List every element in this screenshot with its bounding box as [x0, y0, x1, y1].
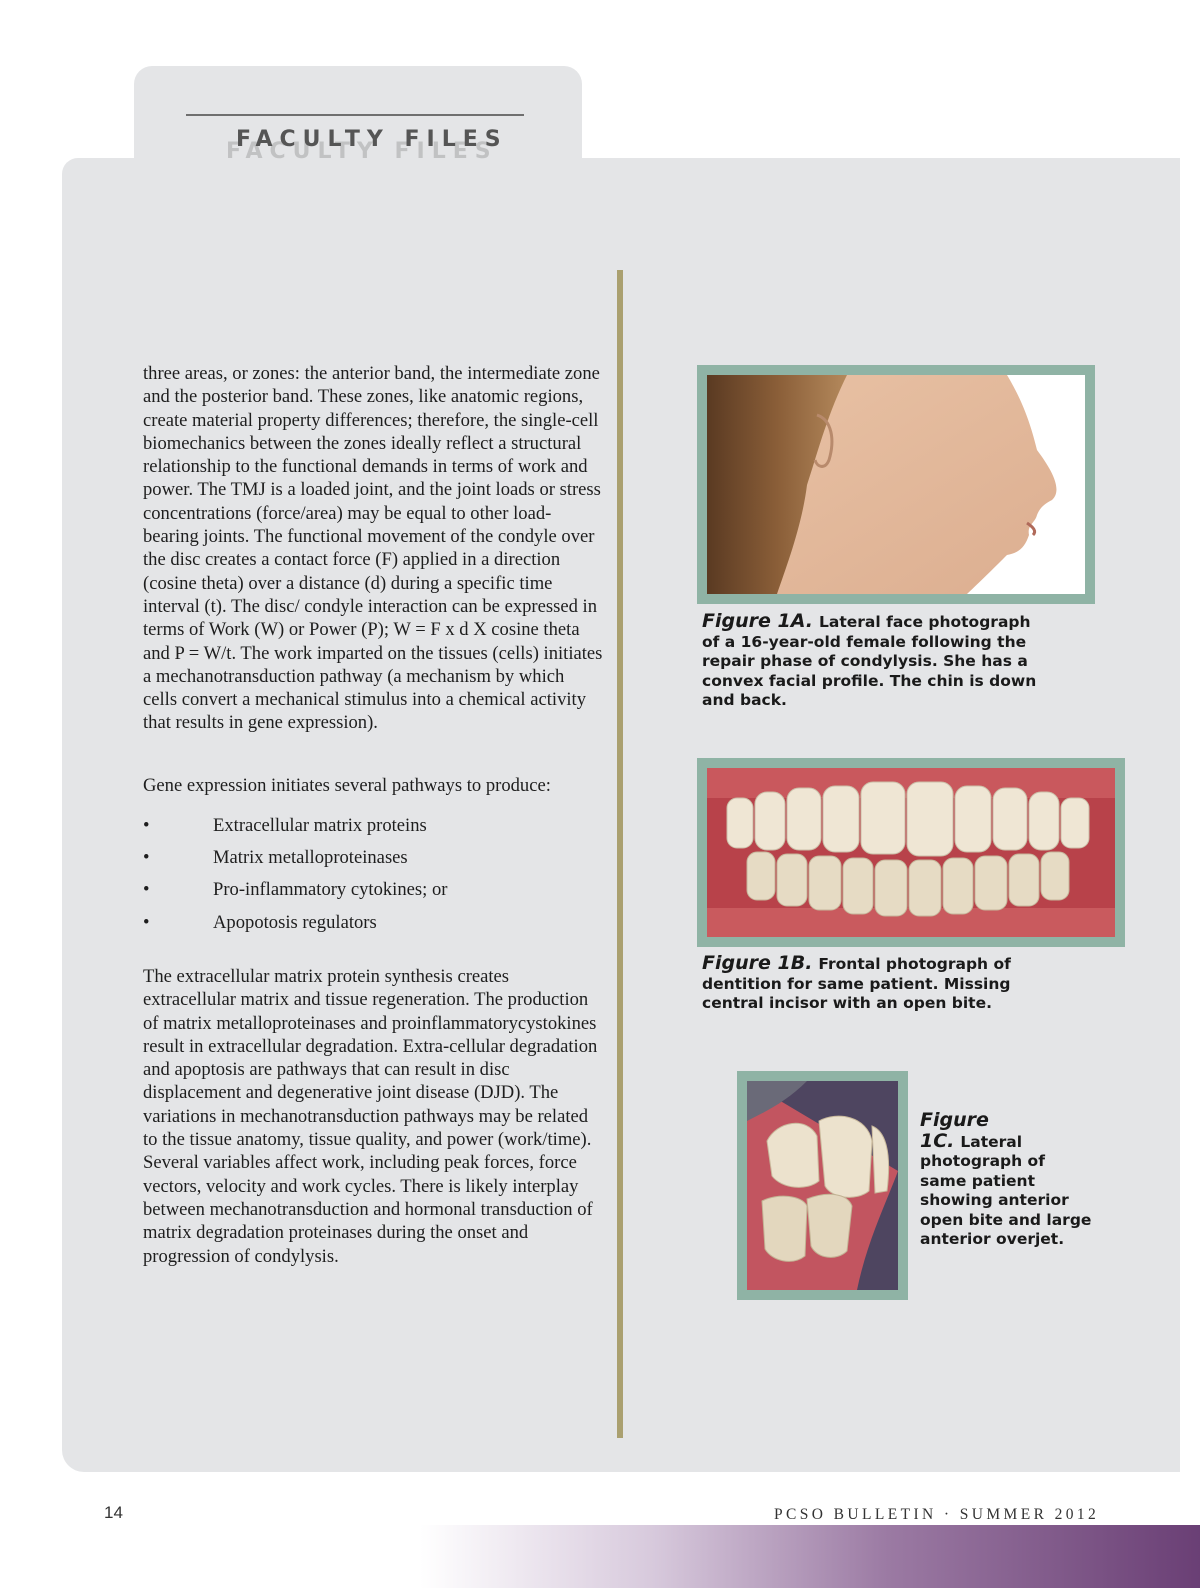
bullet-icon: •: [143, 815, 150, 836]
page-number: 14: [104, 1503, 123, 1522]
list-item-text: Pro-inflammatory cytokines; or: [213, 879, 448, 901]
body-paragraph: [143, 774, 603, 797]
column-divider: [617, 270, 623, 1438]
caption-text: Frontal photograph of dentition for same patient. Missing central incisor with an open bite.: [702, 955, 1011, 1012]
paragraph-text: Gene expression initiates several pathways to produce:: [143, 775, 551, 796]
paragraph-text: three areas, or zones: the anterior band, the intermediate zone and the posterior band. These zones, like anatomic regions, create material property differences; therefore, the single-cell biomechanics between the zones ideally reflect a structural relationship to the functional demands in terms of work and power. The TMJ is a loaded joint, and the joint loads or stress concentrations (force/area) may be equal to other load-bearing joints. The functional movement of the condyle over the disc creates a contact force (F) applied in a direction (cosine theta) over a distance (d) during a specific time interval (t). The disc/ condyle interaction can be expressed in terms of Work (W) or Power (P); W = F x d X cosine theta and P = W/t. The work imparted on the tissues (cells) initiates a mechanotransduction pathway (a mechanism by which cells convert a mechanical stimulus into a chemical activity that results in gene expression).: [143, 363, 603, 734]
figure-label: Figure 1C.: [920, 1109, 989, 1152]
figure-label: Figure 1B.: [702, 952, 813, 974]
body-paragraph: [143, 362, 603, 735]
figure-1c-caption: [920, 1111, 1095, 1250]
section-title: FACULTY FILES: [236, 127, 508, 152]
bullet-icon: •: [143, 879, 150, 901]
bullet-icon: •: [143, 911, 150, 933]
body-paragraph: [143, 965, 603, 1268]
list-item-text: Matrix metalloproteinases: [213, 847, 408, 869]
list-item: [143, 911, 603, 943]
figure-label: Figure 1A.: [702, 610, 813, 632]
figure-1a-caption: [702, 612, 1042, 711]
list-item: [143, 878, 603, 910]
paragraph-text: The extracellular matrix protein synthesis creates extracellular matrix and tissue regeneration. The production of matrix metalloproteinases and proinflammatorycystokines result in extracellular degradation. Extra-cellular degradation and apoptosis are pathways that can result in disc displacement and degenerative joint disease (DJD). The variations in mechanotransduction pathways may be related to the tissue anatomy, tissue quality, and power (work/time). Several variables affect work, including peak forces, force vectors, velocity and work cycles. There is likely interplay between mechanotransduction and hormonal transduction of matrix degradation proteinases during the onset and progression of condylysis.: [143, 966, 598, 1267]
frontal-teeth-photo: [707, 768, 1115, 937]
list-item-text: Apopotosis regulators: [213, 911, 377, 933]
publication-title: PCSO BULLETIN · SUMMER 2012: [774, 1506, 1100, 1523]
caption-text: Lateral photograph of same patient showing anterior open bite and large anterior overjet.: [920, 1132, 1092, 1248]
bullet-icon: •: [143, 847, 150, 869]
list-item: [143, 846, 603, 878]
list-item-text: Extracellular matrix proteins: [213, 815, 427, 836]
figure-1b-frame: [697, 758, 1125, 947]
figure-1c-frame: [737, 1071, 908, 1300]
list-item: [143, 814, 603, 846]
lateral-teeth-photo: [747, 1081, 898, 1290]
figure-1b-caption: [702, 954, 1022, 1014]
face-profile-photo: [707, 375, 1085, 594]
bullet-list: [143, 814, 603, 943]
figure-1a-frame: [697, 365, 1095, 604]
footer-gradient-bar: [420, 1525, 1200, 1588]
caption-text: Lateral face photograph of a 16-year-old female following the repair phase of condylysis. She has a convex facial profile. The chin is down and back.: [702, 613, 1037, 709]
header-rule: [186, 114, 524, 116]
